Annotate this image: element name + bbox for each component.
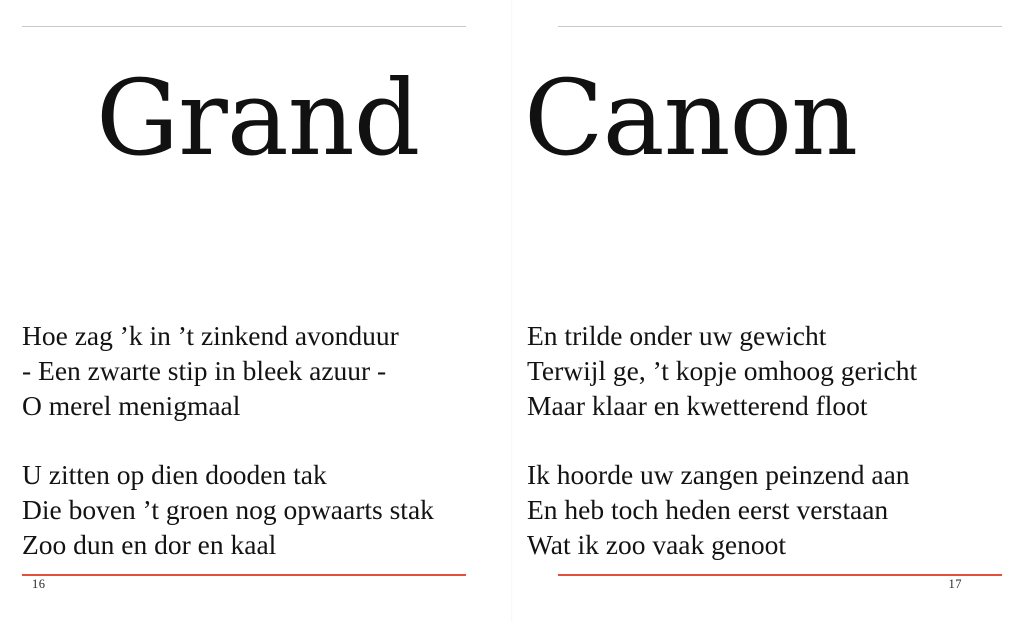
poem-line: Maar klaar en kwetterend floot [527, 390, 868, 421]
poem-line: U zitten op dien dooden tak [22, 459, 327, 490]
poem-line: Zoo dun en dor en kaal [22, 529, 277, 560]
poem-line: O merel menigmaal [22, 390, 241, 421]
poem-line: Die boven ’t groen nog opwaarts stak [22, 494, 434, 525]
stanza [527, 318, 917, 423]
header-rule-right [558, 26, 1002, 27]
poem-line: En heb toch heden eerst verstaan [527, 494, 889, 525]
page-title-right: Canon [524, 57, 858, 179]
poem-left [22, 318, 434, 562]
stanza [527, 457, 917, 562]
poem-line: Terwijl ge, ’t kopje omhoog gericht [527, 355, 918, 386]
poem-line: Hoe zag ’k in ’t zinkend avonduur [22, 320, 399, 351]
poem-line: Wat ik zoo vaak genoot [527, 529, 786, 560]
page-right [512, 0, 1024, 622]
stanza [22, 318, 434, 423]
poem-line: - Een zwarte stip in bleek azuur - [22, 355, 387, 386]
header-rule-left [22, 26, 466, 27]
footer-rule-left [22, 574, 466, 576]
page-number-right: 17 [948, 577, 962, 591]
footer-rule-right [558, 574, 1002, 576]
poem-line: En trilde onder uw gewicht [527, 320, 827, 351]
page-number-left: 16 [32, 577, 46, 591]
poem-right [527, 318, 917, 562]
poem-line: Ik hoorde uw zangen peinzend aan [527, 459, 910, 490]
stanza [22, 457, 434, 562]
page-title-left: Grand [96, 57, 420, 179]
